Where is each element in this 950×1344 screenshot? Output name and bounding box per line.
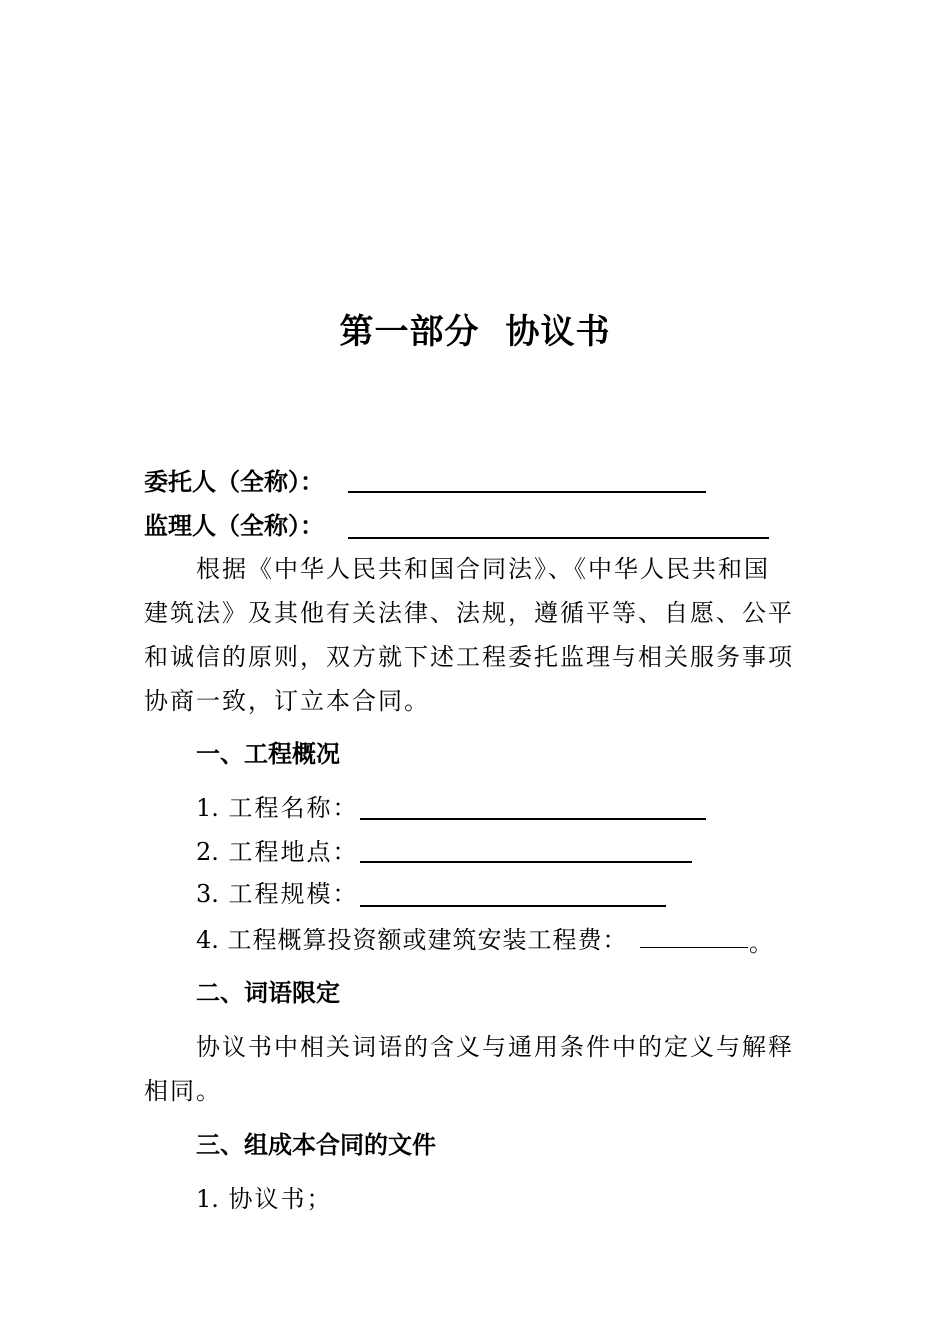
project-budget-field[interactable] [640, 947, 748, 948]
section3-heading: 三、组成本合同的文件 [196, 1131, 436, 1159]
page-title [0, 304, 950, 353]
intro-line-1: 根据《中华人民共和国合同法》、《中华人民共和国 [196, 555, 770, 583]
title-part: 第一部分 [339, 312, 480, 352]
section1-heading: 一、工程概况 [196, 740, 340, 768]
client-label: 委托人（全称）： [144, 468, 324, 496]
project-name-label: 工程名称： [228, 794, 359, 822]
item-number: 1. [196, 794, 219, 822]
section2-line-1: 协议书中相关词语的含义与通用条件中的定义与解释 [196, 1033, 794, 1061]
title-name: 协议书 [505, 312, 611, 352]
item-number: 3. [196, 880, 219, 908]
section2-line-2: 相同。 [144, 1077, 222, 1105]
project-location-row [196, 830, 359, 874]
item-number: 4. [196, 926, 219, 954]
project-scale-row [196, 872, 359, 916]
section3-item-1 [196, 1177, 333, 1221]
project-scale-label: 工程规模： [228, 880, 359, 908]
section2-heading: 二、词语限定 [196, 979, 340, 1007]
project-name-row [196, 786, 359, 830]
client-row [144, 464, 324, 500]
section3-item-label: 协议书； [228, 1185, 333, 1213]
project-budget-label: 工程概算投资额或建筑安装工程费： [227, 926, 628, 954]
item-number: 1. [196, 1185, 219, 1213]
project-budget-row [196, 918, 628, 962]
intro-line-4: 协商一致，订立本合同。 [144, 687, 430, 715]
supervisor-name-field[interactable] [348, 537, 769, 539]
item-number: 2. [196, 838, 219, 866]
client-name-field[interactable] [348, 491, 706, 493]
project-budget-period: 。 [749, 929, 775, 957]
intro-line-2: 建筑法》及其他有关法律、法规，遵循平等、自愿、公平 [144, 599, 794, 627]
intro-line-3: 和诚信的原则，双方就下述工程委托监理与相关服务事项 [144, 643, 794, 671]
project-location-label: 工程地点： [228, 838, 359, 866]
project-location-field[interactable] [360, 861, 692, 863]
supervisor-row [144, 508, 324, 544]
supervisor-label: 监理人（全称）： [144, 512, 324, 540]
project-name-field[interactable] [360, 818, 706, 820]
project-scale-field[interactable] [360, 905, 666, 907]
